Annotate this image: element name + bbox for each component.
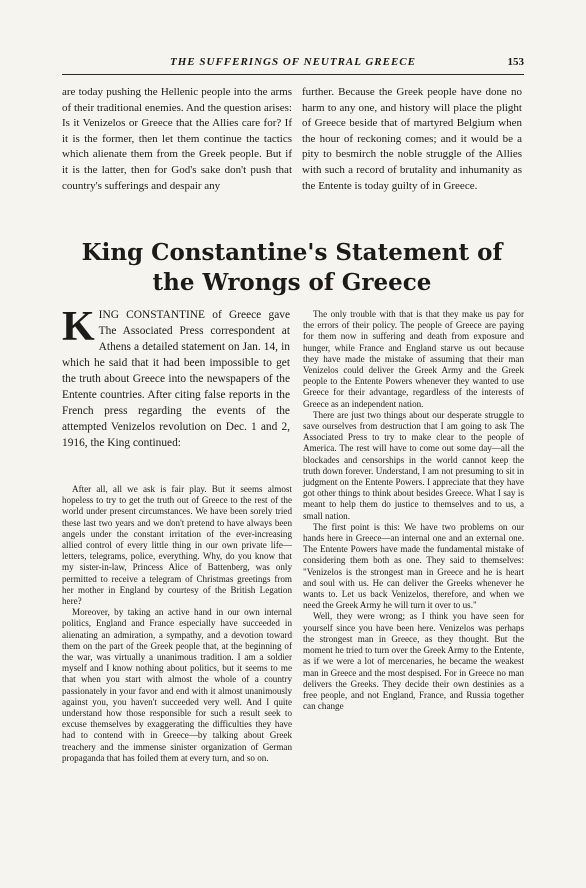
left-paragraph: After all, all we ask is fair play. But it seems almost hopeless to try to get the truth out of Greece to the rest of the world under present circumstances. We have been sorely tried these last two years and we don't pretend to have always been angels under the constant irritation of the ever-increasing allied control of every little thing in our own private life—letters, telegrams, police, everything. Why, do you know that my sister-in-law, Princess Alice of Battenberg, was only permitted to receive a telegram of Christmas greetings from her mother in England by courtesy of the British Legation here? (62, 484, 292, 607)
article-title: King Constantine's Statement of the Wrongs of Greece (81, 239, 503, 296)
article-left-column (62, 484, 292, 764)
drop-cap: K (62, 304, 95, 350)
article-lead (62, 304, 290, 451)
intro-right-column (302, 85, 522, 194)
right-paragraph: The only trouble with that is that they make us pay for the errors of their policy. The people of Greece are paying for them now in suffering and death from exposure and hunger, while France and England starve us out because they have made the mistake of assuming that their man Venizelos could deliver the Greek Army and the Greek people to the Entente Powers whenever they wanted to use Greece for their advantage, regardless of the interests of Greece as an independent nation. (303, 309, 524, 409)
header-rule (62, 74, 524, 75)
running-title: THE SUFFERINGS OF NEUTRAL GREECE (170, 56, 416, 68)
running-head (62, 56, 524, 76)
intro-left-column (62, 85, 292, 194)
page-number: 153 (507, 56, 524, 68)
intro-right-text: further. Because the Greek people have done no harm to any one, and history will place the plight of Greece beside that of martyred Belgium when the hour of reckoning comes; and it would be a pity to besmirch the noble struggle of the Allies with such a record of brutality and inhumanity as the Entente is today guilty of in Greece. (302, 86, 522, 192)
right-paragraph: The first point is this: We have two problems on our hands here in Greece—an internal one and an external one. The Entente Powers have made the fundamental mistake of considering them both as one. They said to themselves: "Venizelos is the strongest man in Greece and he is heart and soul with us. He can deliver the Greeks whenever he wants to. Let us back Venizelos, therefore, and when we need the Greek Army he will turn it over to us." (303, 521, 524, 611)
left-paragraph: Moreover, by taking an active hand in our own internal politics, England and France especially have succeeded in alienating an admiration, a sympathy, and a devotion toward them on the part of the Greek people that, at the beginning of the war, was virtually a unanimous tradition. I am a soldier myself and I know nothing about politics, but it seems to me that when you start with almost the whole of a country passionately in your favor and end with it almost unanimously against you, you haven't succeeded very well. And I quite understand how those responsible for such a result seek to excuse themselves by exaggerating the difficulties they have had to contend with in Greece—by talking about Greek treachery and the immense sinister organization of German propaganda that has foiled them at every turn, and so on. (62, 607, 292, 763)
lead-text: ING CONSTANTINE of Greece gave The Associated Press correspondent at Athens a detailed statement on Jan. 14, in which he said that it had been impossible to get the truth about Greece into the newspapers of the Entente countries. After citing false reports in the French press regarding the events of the attempted Venizelos revolution on Dec. 1 and 2, 1916, the King continued: (62, 309, 290, 449)
right-paragraph: There are just two things about our desperate struggle to save ourselves from destruction that I am going to ask The Associated Press to try to make clear to the people of America. The rest will have to come out some day—all the blockades and censorships in the world cannot keep the truth down forever. Understand, I am not presuming to sit in judgment on the Entente Powers. I appreciate that they have got other things to think about besides Greece. What I say is meant to help them do justice to themselves and to us, a small nation. (303, 409, 524, 521)
intro-left-text: are today pushing the Hellenic people into the arms of their traditional enemies. And the question arises: Is it Venizelos or Greece that the Allies care for? If it is the former, then let them continue the tactics which alienate them from the Greek people. But if it is the latter, then for God's sake don't push that country's sufferings and despair any (62, 86, 292, 192)
right-paragraph: Well, they were wrong; as I think you have seen for yourself since you have been here. Venizelos was perhaps the strongest man in Greece, as they thought. But the moment he tried to turn over the Greek Army to the Entente, as if we were a lot of mercenaries, he became the weakest man in Greece and the most despised. For in Greece no man delivers the Greeks. They decide their own destinies as a free people, and not England, France, and Russia together can change (303, 611, 524, 712)
article-right-column (303, 309, 524, 712)
